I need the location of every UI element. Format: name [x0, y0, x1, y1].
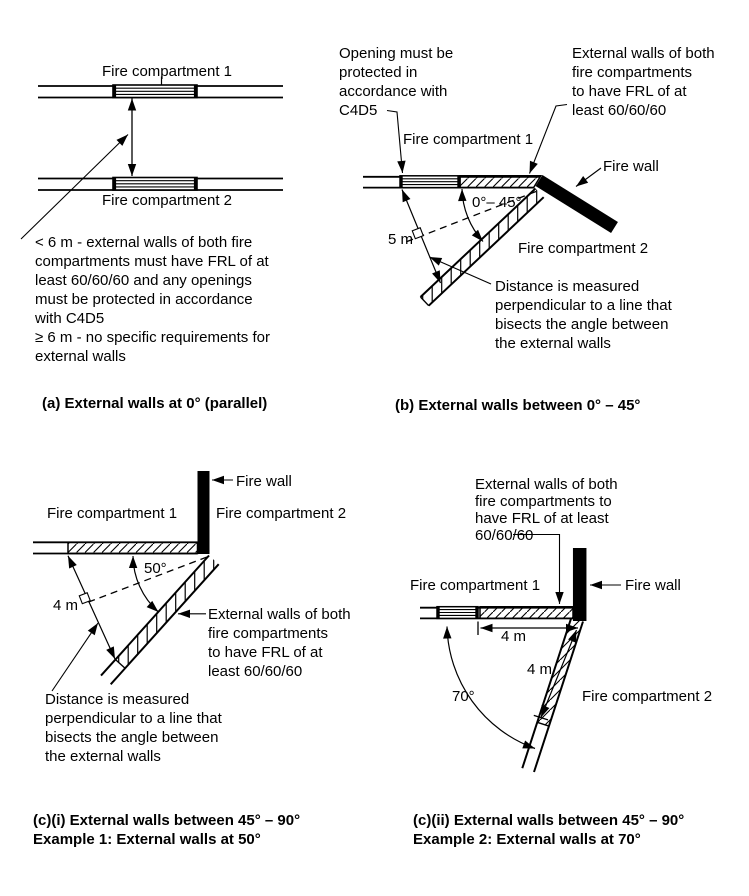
frl-length-label: 4 m — [501, 628, 527, 645]
note-line: Distance is measured — [495, 278, 640, 295]
external-wall-horizontal — [33, 542, 198, 553]
note-line: bisects the angle between — [495, 316, 669, 333]
distance-note — [45, 691, 223, 765]
angle-label: 0°– 45° — [472, 194, 522, 211]
distance-label: 5 m — [388, 231, 414, 248]
panel-b — [339, 45, 715, 414]
angle-label: 50° — [144, 560, 167, 577]
fire-compartment-2-label: Fire compartment 2 — [216, 505, 347, 522]
angled-external-wall — [522, 618, 583, 772]
panel-c-ii — [410, 476, 712, 848]
fire-wall-label: Fire wall — [625, 577, 681, 594]
frl-note — [475, 476, 618, 544]
fire-wall-bar — [539, 181, 615, 228]
frl-note — [572, 45, 715, 119]
requirements-note — [34, 234, 270, 365]
note-line: Opening must be — [339, 45, 454, 62]
note-line: least 60/60/60 — [572, 102, 667, 119]
note-line: perpendicular to a line that — [45, 710, 222, 727]
distance-note — [495, 278, 673, 352]
wall-opening — [400, 176, 460, 188]
panel-cii-caption-line1: (c)(ii) External walls between 45° – 90° — [413, 812, 685, 829]
fire-compartment-1-label: Fire compartment 1 — [101, 63, 233, 80]
note-line: external walls — [35, 348, 126, 365]
external-wall-top — [38, 85, 283, 98]
note-line: < 6 m - external walls of both fire — [35, 234, 253, 251]
note-leader-line — [21, 135, 128, 240]
note-line: compartments must have FRL of at — [35, 253, 269, 270]
fire-wall-leader — [576, 168, 601, 187]
fire-wall-label: Fire wall — [236, 473, 292, 490]
frl-note-leader — [530, 105, 568, 174]
panel-a — [21, 63, 283, 412]
note-line: fire compartments to — [475, 493, 612, 510]
note-line: must be protected in accordance — [35, 291, 253, 308]
note-line: ≥ 6 m - no specific requirements for — [35, 329, 270, 346]
note-line: to have FRL of at — [208, 644, 323, 661]
note-line: Distance is measured — [45, 691, 190, 708]
wall-opening — [113, 85, 197, 98]
frl-note — [208, 606, 351, 680]
fire-compartment-2-label: Fire compartment 2 — [582, 688, 713, 705]
panel-ci-caption-line1: (c)(i) External walls between 45° – 90° — [33, 812, 301, 829]
note-line: accordance with — [339, 83, 448, 100]
note-line: the external walls — [45, 748, 161, 765]
external-wall-bottom — [38, 178, 283, 191]
note-line: External walls of both — [572, 45, 715, 62]
note-line: External walls of both — [208, 606, 351, 623]
note-line: protected in — [339, 64, 418, 81]
fire-compartment-1-label: Fire compartment 1 — [403, 131, 534, 148]
panel-a-caption: (a) External walls at 0° (parallel) — [42, 395, 268, 412]
note-line: perpendicular to a line that — [495, 297, 672, 314]
panel-cii-caption-line2: Example 2: External walls at 70° — [413, 831, 641, 848]
frl-wall-section — [68, 542, 198, 553]
note-line: to have FRL of at — [572, 83, 687, 100]
distance-label: 4 m — [53, 597, 79, 614]
angle-label: 70° — [452, 688, 475, 705]
opening-note-leader — [387, 111, 403, 174]
panel-b-caption: (b) External walls between 0° – 45° — [395, 397, 641, 414]
fire-compartment-1-label: Fire compartment 1 — [47, 505, 178, 522]
frl-wall-section — [460, 176, 541, 188]
wall-length-label: 4 m — [527, 661, 553, 678]
note-line: External walls of both — [475, 476, 618, 493]
panel-ci-caption-line2: Example 1: External walls at 50° — [33, 831, 261, 848]
external-wall-horizontal — [363, 176, 541, 188]
note-line: least 60/60/60 — [208, 663, 303, 680]
note-line: the external walls — [495, 335, 611, 352]
frl-wall-section — [480, 607, 573, 619]
note-line: fire compartments — [208, 625, 329, 642]
note-line: least 60/60/60 and any openings — [35, 272, 252, 289]
note-line: with C4D5 — [35, 310, 105, 327]
wall-opening — [437, 607, 478, 619]
note-line: have FRL of at least — [475, 510, 609, 527]
note-line: C4D5 — [339, 102, 378, 119]
note-line: 60/60/60 — [475, 527, 534, 544]
note-line: fire compartments — [572, 64, 693, 81]
note-line: bisects the angle between — [45, 729, 219, 746]
fire-compartment-2-label: Fire compartment 2 — [101, 192, 233, 209]
fire-compartment-1-label: Fire compartment 1 — [410, 577, 541, 594]
panel-c-i — [33, 471, 351, 848]
fire-compartment-2-label: Fire compartment 2 — [518, 240, 649, 257]
external-wall-horizontal — [420, 607, 573, 619]
wall-opening — [113, 178, 197, 191]
distance-note-leader — [52, 623, 98, 691]
opening-protection-note — [339, 45, 453, 119]
fire-wall-label: Fire wall — [603, 158, 659, 175]
